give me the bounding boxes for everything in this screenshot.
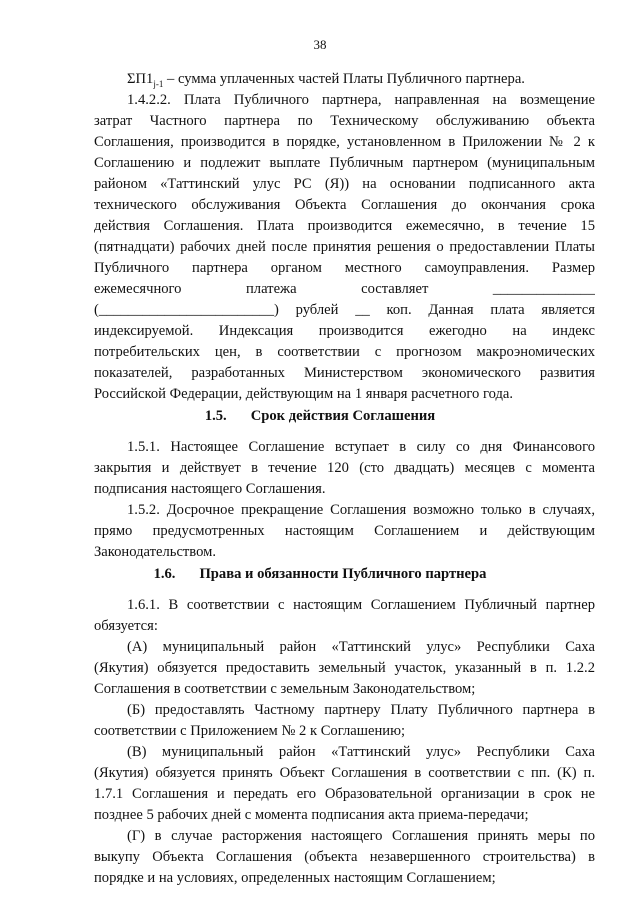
- text-line: районом «Таттинский улус РС (Я)) на основании подписанного акта: [94, 176, 595, 192]
- text-line: технического обслуживания Объекта Соглашения до окончания срока: [94, 197, 595, 213]
- text-line: действия Соглашения. Плата производится ежемесячно, в течение 15: [94, 218, 595, 234]
- section-number: 1.5.: [204, 408, 227, 424]
- text-line: выкупу Объекта Соглашения (объекта незавершенного строительства) в: [94, 849, 595, 865]
- text-line: Соглашения, производится в порядке, установленном в Приложении № 2 к: [94, 134, 595, 150]
- text-line: (Якутия) обязуется предоставить земельный участок, указанный в п. 1.2.2: [94, 660, 595, 676]
- text-line: (Якутия) обязуется принять Объект Соглашения в соответствии с пп. (К) п.: [94, 765, 595, 781]
- text-line: 1.6.1. В соответствии с настоящим Соглашением Публичный партнер: [127, 597, 595, 613]
- text-line: 1.5.1. Настоящее Соглашение вступает в силу со дня Финансового: [127, 439, 595, 455]
- text-line: порядке и на условиях, определенных настоящим Соглашением;: [94, 870, 496, 886]
- section-heading: [0, 406, 640, 426]
- text-line: 1.5.2. Досрочное прекращение Соглашения возможно только в случаях,: [127, 502, 595, 518]
- text-line: (________________________) рублей __ коп. Данная плата является: [94, 302, 595, 318]
- text-line: подписания настоящего Соглашения.: [94, 481, 326, 497]
- text-line: Российской Федерации, действующим на 1 января расчетного года.: [94, 386, 513, 402]
- text-line: показателей, разработанных Министерством экономического развития: [94, 365, 595, 381]
- text-line: Законодательством.: [94, 544, 216, 560]
- text-line: прямо предусмотренных настоящим Соглашением и действующим: [94, 523, 595, 539]
- text-line: закрытия и действует в течение 120 (сто двадцать) месяцев с момента: [94, 460, 595, 476]
- page-number: 38: [313, 37, 327, 52]
- text-line: (Б) предоставлять Частному партнеру Плату Публичного партнера в: [127, 702, 595, 718]
- text-line: ежемесячного платежа составляет ______________: [94, 281, 595, 297]
- text-line: 1.4.2.2. Плата Публичного партнера, направленная на возмещение: [127, 92, 595, 108]
- text-line: 1.7.1 Соглашения и передать его Образовательной организации в срок не: [94, 786, 595, 802]
- text-line: позднее 5 рабочих дней с момента подписания акта приема-передачи;: [94, 807, 529, 823]
- section-heading: [0, 564, 640, 584]
- text-line: Соглашения в соответствии с земельным Законодательством;: [94, 681, 476, 697]
- text-line: потребительских цен, в соответствии с прогнозом макроэномических: [94, 344, 595, 360]
- text-line: соответствии с Приложением № 2 к Соглашению;: [94, 723, 406, 739]
- text-line: обязуется:: [94, 618, 158, 634]
- text-line: затрат Частного партнера по Техническому обслуживанию объекта: [94, 113, 595, 129]
- text-line: $\Sigma П1_{j-1}$ – сумма уплаченных частей Платы Публичного партнера.: [127, 71, 525, 89]
- text-line: Соглашению и подлежит выплате Публичным партнером (муниципальным: [94, 155, 595, 171]
- text-line: (пятнадцати) рабочих дней после принятия решения о предоставлении Платы: [94, 239, 595, 255]
- section-number: 1.6.: [153, 566, 176, 582]
- text-line: (Г) в случае расторжения настоящего Соглашения принять меры по: [127, 828, 595, 844]
- text-line: (В) муниципальный район «Таттинский улус» Республики Саха: [127, 744, 595, 760]
- text-line: Публичного партнера органом местного самоуправления. Размер: [94, 260, 595, 276]
- section-title: Срок действия Соглашения: [250, 408, 436, 424]
- section-title: Права и обязанности Публичного партнера: [199, 566, 487, 582]
- text-line: (А) муниципальный район «Таттинский улус» Республики Саха: [127, 639, 595, 655]
- text-line: индексируемой. Индексация производится ежегодно на индекс: [94, 323, 595, 339]
